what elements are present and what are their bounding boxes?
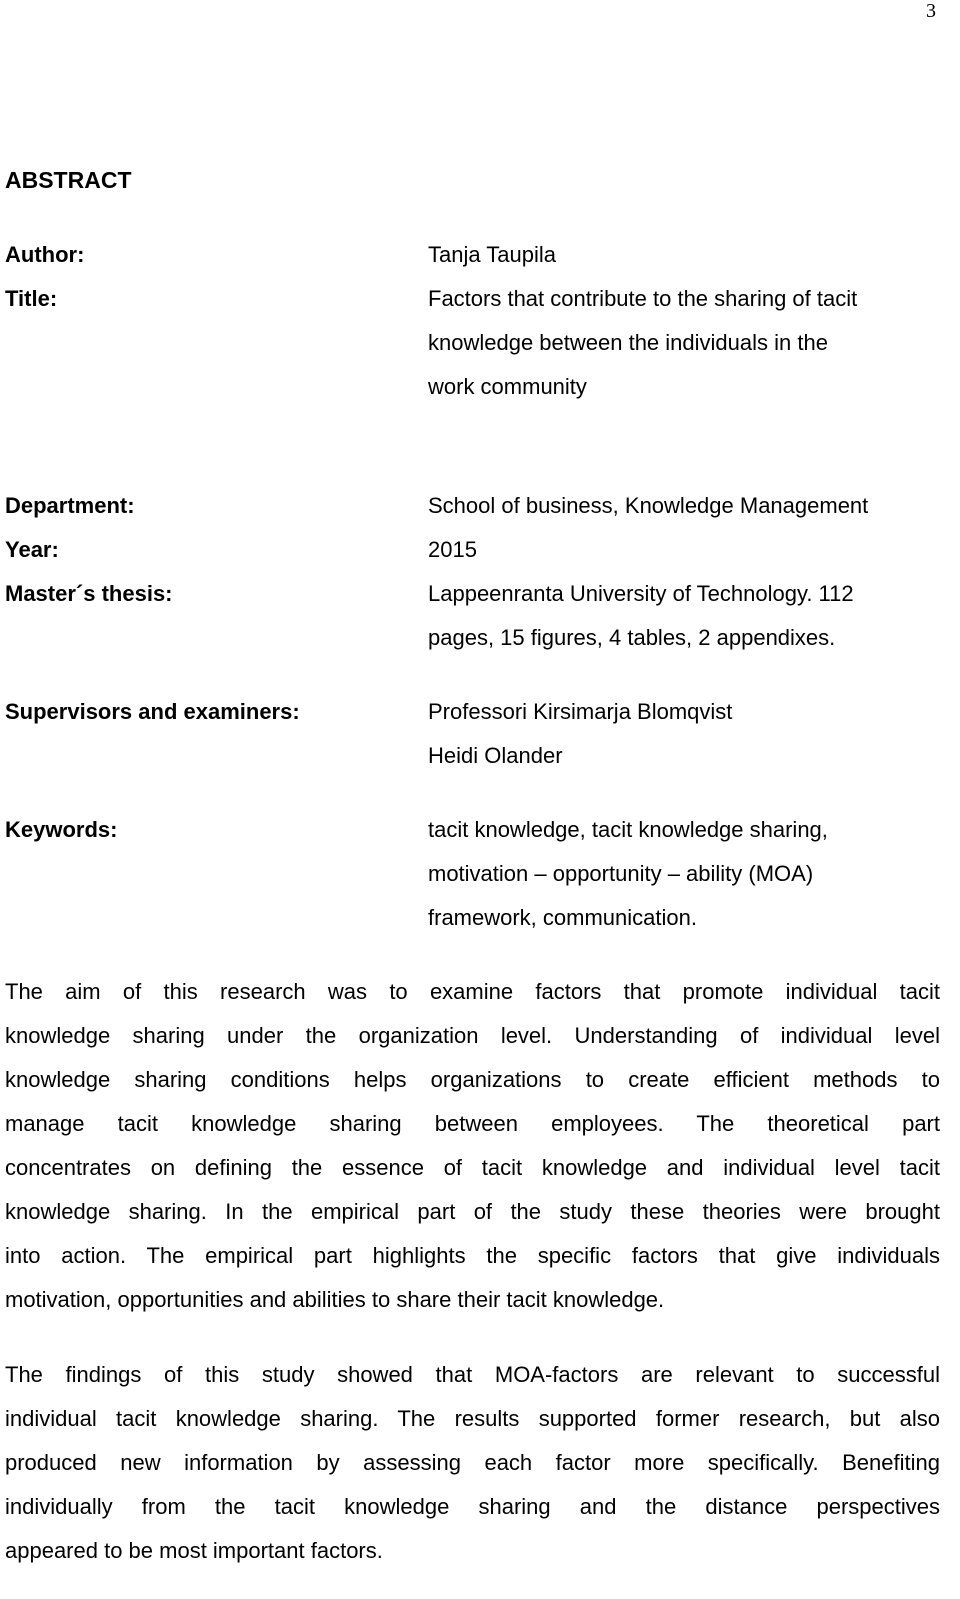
author-label: Author: — [5, 242, 85, 267]
department-value: School of business, Knowledge Management — [428, 493, 869, 518]
abstract-heading: ABSTRACT — [5, 167, 132, 193]
title-value — [428, 277, 857, 409]
year-label: Year: — [5, 537, 59, 562]
year-value: 2015 — [428, 537, 477, 562]
paragraph-line: knowledge sharing under the organization level. Understanding of individual level — [5, 1023, 940, 1048]
paragraph-line: knowledge sharing conditions helps organizations to create efficient methods to — [5, 1067, 940, 1092]
thesis-line: pages, 15 figures, 4 tables, 2 appendixes. — [428, 625, 836, 650]
paragraph-line: manage tacit knowledge sharing between employees. The theoretical part — [5, 1111, 940, 1136]
paragraph-line: individually from the tacit knowledge sharing and the distance perspectives — [5, 1494, 940, 1519]
abstract-paragraph-1 — [5, 970, 940, 1322]
keywords-label: Keywords: — [5, 817, 118, 842]
paragraph-line: appeared to be most important factors. — [5, 1538, 383, 1563]
paragraph-line: The findings of this study showed that MOA-factors are relevant to successful — [5, 1362, 940, 1387]
author-value: Tanja Taupila — [428, 242, 557, 267]
page-number: 3 — [926, 0, 936, 22]
keywords-line: tacit knowledge, tacit knowledge sharing, — [428, 817, 828, 842]
thesis-line: Lappeenranta University of Technology. 112 — [428, 581, 854, 606]
paragraph-line: individual tacit knowledge sharing. The results supported former research, but also — [5, 1406, 940, 1431]
paragraph-line: knowledge sharing. In the empirical part of the study these theories were brought — [5, 1199, 940, 1224]
keywords-value — [428, 808, 828, 940]
department-label: Department: — [5, 493, 135, 518]
paragraph-line: concentrates on defining the essence of tacit knowledge and individual level tacit — [5, 1155, 940, 1180]
keywords-line: framework, communication. — [428, 905, 697, 930]
title-label: Title: — [5, 286, 58, 311]
title-line: work community — [428, 374, 587, 399]
paragraph-line: produced new information by assessing each factor more specifically. Benefiting — [5, 1450, 940, 1475]
abstract-paragraph-2 — [5, 1353, 940, 1573]
title-line: Factors that contribute to the sharing of tacit — [428, 286, 858, 311]
paragraph-line: motivation, opportunities and abilities to share their tacit knowledge. — [5, 1287, 665, 1312]
supervisor-name: Heidi Olander — [428, 743, 563, 768]
paragraph-line: into action. The empirical part highlights the specific factors that give individuals — [5, 1243, 940, 1268]
thesis-label: Master´s thesis: — [5, 581, 173, 606]
title-line: knowledge between the individuals in the — [428, 330, 828, 355]
supervisors-value — [428, 690, 732, 778]
supervisor-name: Professori Kirsimarja Blomqvist — [428, 699, 733, 724]
supervisors-label: Supervisors and examiners: — [5, 699, 300, 724]
paragraph-line: The aim of this research was to examine factors that promote individual tacit — [5, 979, 940, 1004]
thesis-value — [428, 572, 854, 660]
keywords-line: motivation – opportunity – ability (MOA) — [428, 861, 814, 886]
